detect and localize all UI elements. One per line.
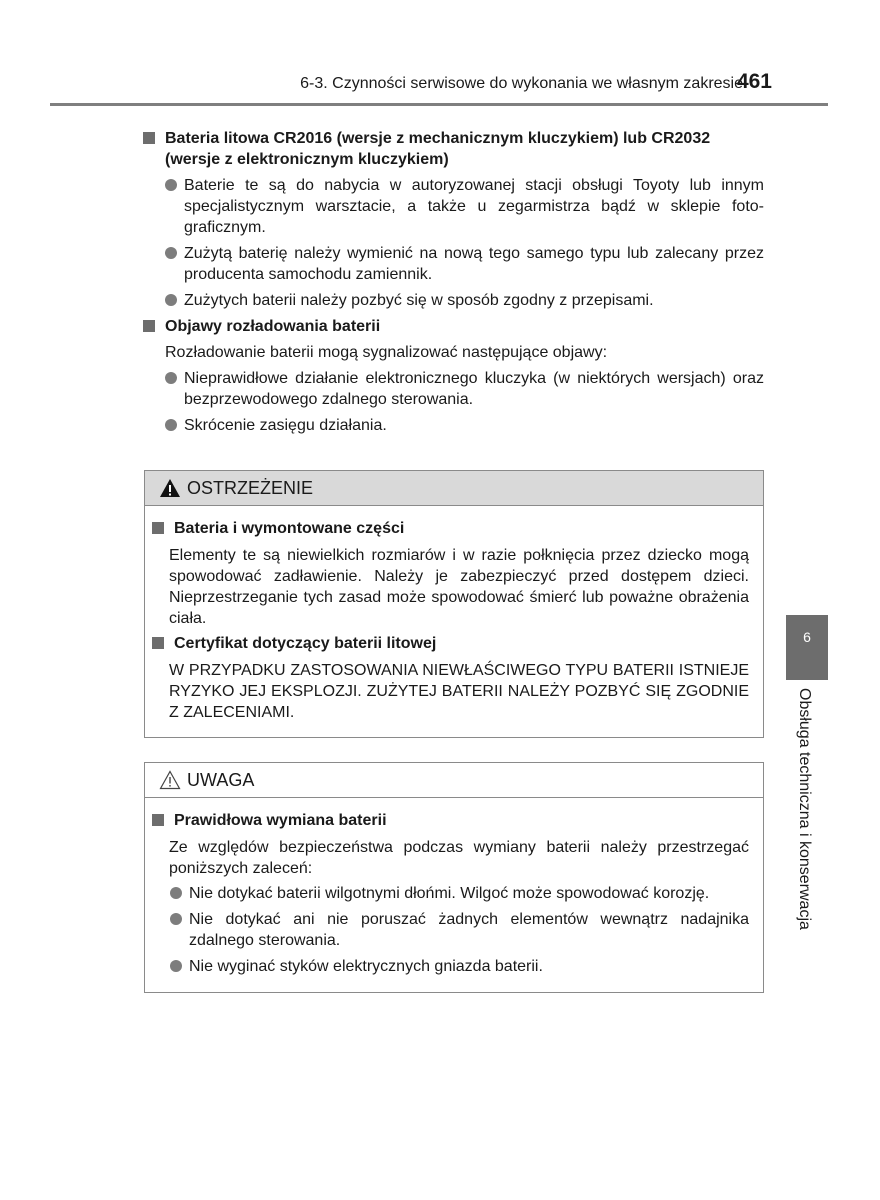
circle-bullet-icon: [170, 913, 182, 925]
list-item: Nie dotykać baterii wilgotnymi dłońmi. Wilgoć może spowodować korozję.: [169, 883, 749, 904]
caution-subheading: Prawidłowa wymiana baterii: [151, 810, 749, 831]
list-item: Nie wyginać styków elektrycznych gniazda baterii.: [169, 956, 749, 977]
section-heading-discharge-symptoms: Objawy rozładowania baterii: [142, 316, 764, 337]
header-section-title: 6-3. Czynności serwisowe do wykonania we własnym zakresie: [300, 75, 743, 92]
heading-line: (wersje z elektronicznym kluczykiem): [165, 151, 449, 168]
circle-bullet-icon: [165, 179, 177, 191]
list-item: Nieprawidłowe działanie elektronicznego kluczyka (w niektórych wersjach) oraz bezprzewodowego zdalnego sterowania.: [164, 368, 764, 410]
warning-subheading: Bateria i wymontowane części: [151, 518, 749, 539]
caution-outline-triangle-icon: [159, 770, 181, 790]
square-bullet-icon: [143, 320, 155, 332]
warning-box-body: [145, 506, 763, 737]
paragraph: W PRZYPADKU ZASTOSOWANIA NIEWŁAŚCIWEGO TYPU BATERII ISTNIEJE RYZYKO JEJ EKSPLOZJI. ZUŻYTEJ BATERII NALEŻY POZBYĆ SIĘ ZGODNIE Z ZALECENIAMI.: [169, 662, 749, 721]
square-bullet-icon: [152, 814, 164, 826]
circle-bullet-icon: [165, 247, 177, 259]
caution-box-title: UWAGA: [187, 769, 255, 790]
section-heading-battery-type: [142, 128, 764, 170]
chapter-label: Obsługa techniczna i konserwacja: [796, 688, 813, 930]
caution-box: [144, 762, 764, 993]
list-item: Baterie te są do nabycia w autoryzowanej stacji obsługi Toyoty lub innym specjalistycznym warsztacie, a także u zegarmistrza bądź w sklepie fotograficznym.: [164, 175, 764, 238]
circle-bullet-icon: [170, 960, 182, 972]
square-bullet-icon: [143, 132, 155, 144]
warning-box: [144, 470, 764, 738]
list-item: Nie dotykać ani nie poruszać żadnych elementów wewnątrz nadajnika zdalnego sterowania.: [169, 909, 749, 951]
warning-box-header: [145, 471, 763, 506]
chapter-number: 6: [803, 629, 811, 645]
list-item: Zużytych baterii należy pozbyć się w sposób zgodny z przepisami.: [164, 290, 764, 311]
page-number: 461: [736, 70, 772, 93]
circle-bullet-icon: [170, 887, 182, 899]
chapter-tab: [786, 615, 828, 680]
square-bullet-icon: [152, 522, 164, 534]
page-header: [50, 70, 828, 106]
bullet-list: [164, 175, 764, 311]
bullet-list: [169, 883, 749, 977]
square-bullet-icon: [152, 637, 164, 649]
warning-box-title: OSTRZEŻENIE: [187, 477, 314, 498]
warning-subheading: Certyfikat dotyczący baterii litowej: [151, 633, 749, 654]
circle-bullet-icon: [165, 372, 177, 384]
caution-box-body: [145, 798, 763, 992]
caution-box-header: [145, 763, 763, 798]
paragraph: Elementy te są niewielkich rozmiarów i w razie połknięcia przez dziecko mogą spowodować zadławienie. Należy je zabezpieczyć przed dostępem dzieci. Nieprzestrzeganie tych zasad może spowodować śmierć lub poważne obrażenia ciała.: [169, 547, 749, 627]
circle-bullet-icon: [165, 419, 177, 431]
main-content: [142, 128, 764, 441]
warning-filled-triangle-icon: [159, 478, 181, 498]
circle-bullet-icon: [165, 294, 177, 306]
heading-line: Bateria litowa CR2016 (wersje z mechanicznym kluczykiem) lub CR2032: [165, 130, 711, 147]
paragraph: Rozładowanie baterii mogą sygnalizować następujące objawy:: [165, 344, 608, 361]
bullet-list: [164, 368, 764, 436]
list-item: Skrócenie zasięgu działania.: [164, 415, 764, 436]
paragraph: Ze względów bezpieczeństwa podczas wymiany baterii należy przestrzegać poniższych zaleceń:: [169, 839, 749, 877]
list-item: Zużytą baterię należy wymienić na nową tego samego typu lub zalecany przez producenta samochodu zamiennik.: [164, 243, 764, 285]
